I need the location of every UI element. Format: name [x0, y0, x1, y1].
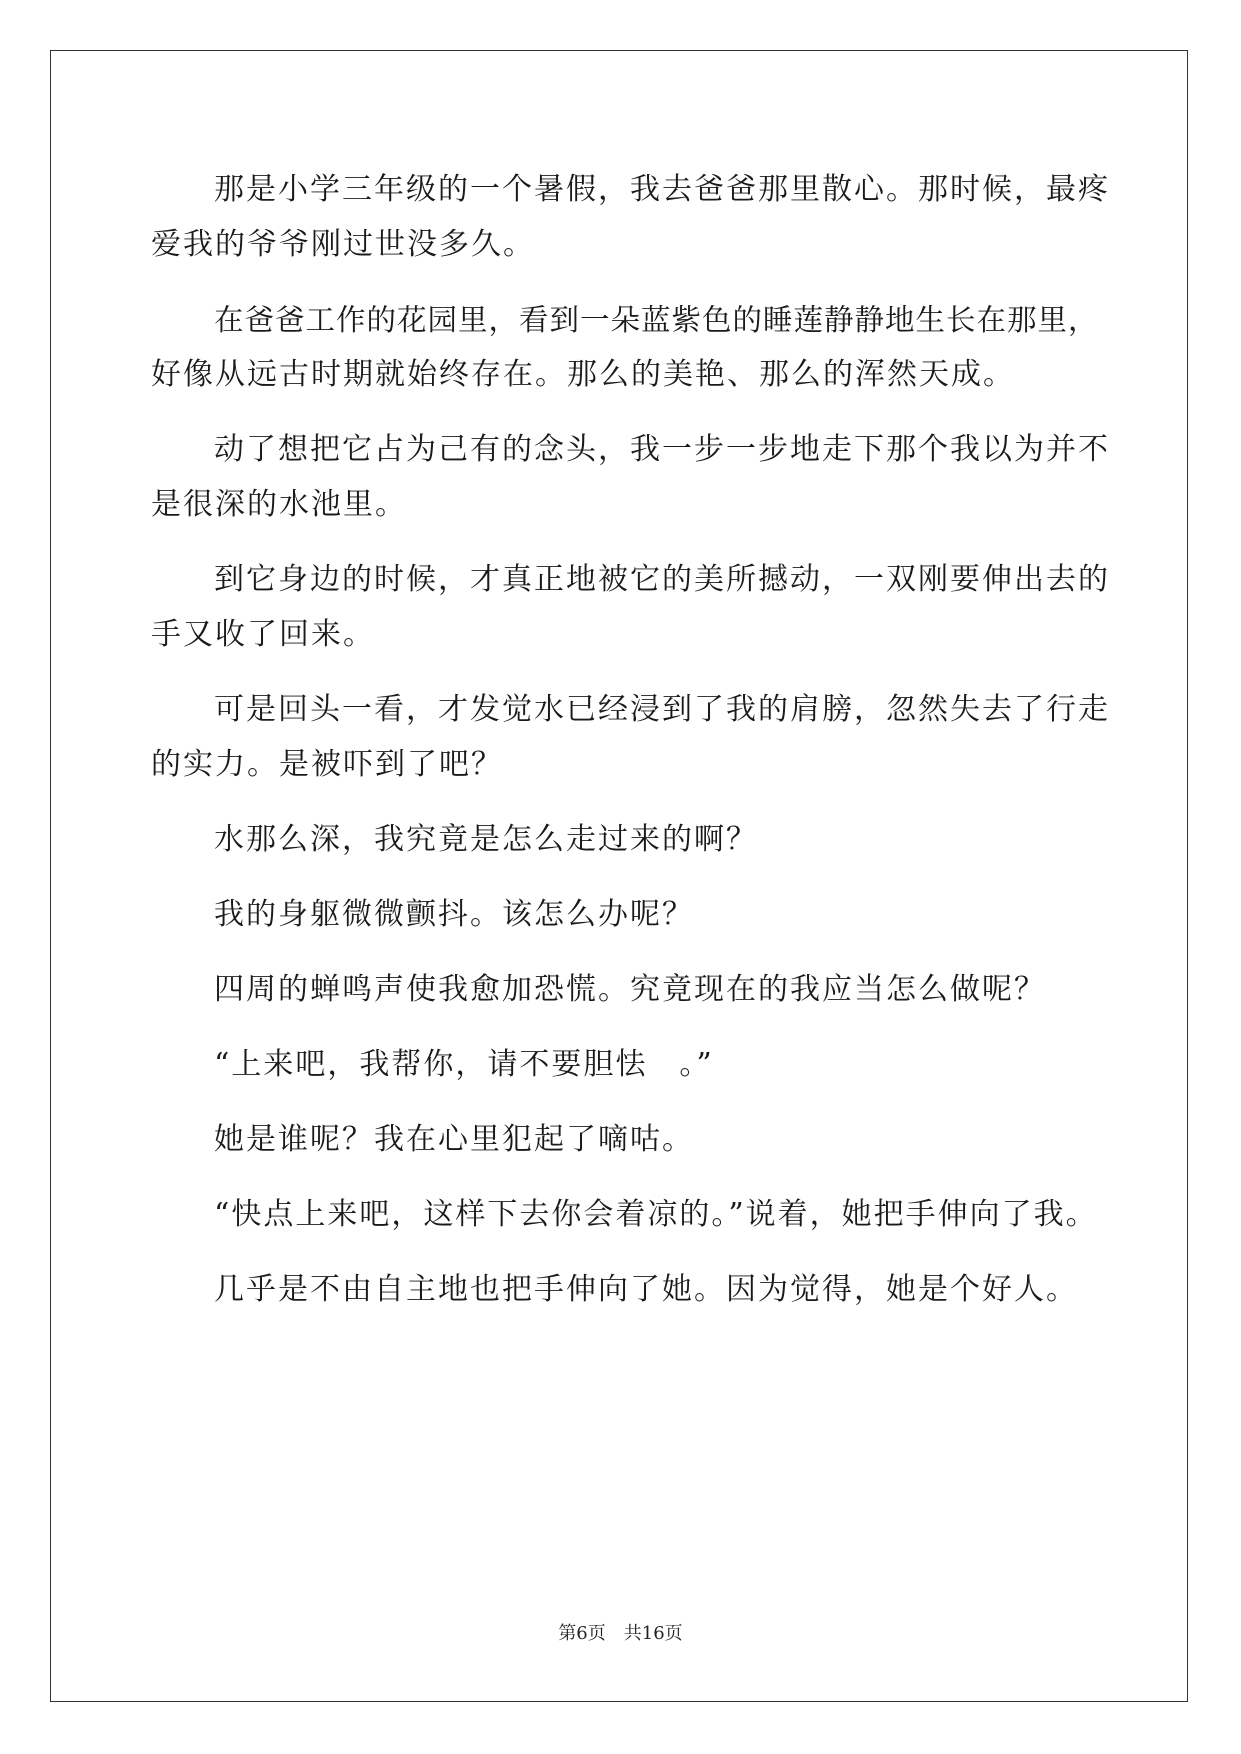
paragraph-4-line-1: 到它身边的时候，才真正地被它的美所撼动，一双刚要伸出去的	[214, 562, 1110, 597]
page-number-footer: 第6页 共16页	[558, 1623, 683, 1644]
paragraph-9: “上来吧，我帮你，请不要胆怯 。”	[214, 1047, 714, 1082]
paragraph-3-line-2: 是很深的水池里。	[151, 487, 407, 522]
paragraph-2-line-2: 好像从远古时期就始终存在。那么的美艳、那么的浑然天成。	[151, 357, 1015, 392]
paragraph-4-line-2: 手又收了回来。	[151, 617, 375, 652]
paragraph-3-line-1: 动了想把它占为己有的念头，我一步一步地走下那个我以为并不	[214, 432, 1110, 467]
paragraph-6: 水那么深，我究竟是怎么走过来的啊？	[214, 822, 758, 857]
paragraph-8: 四周的蝉鸣声使我愈加恐慌。究竟现在的我应当怎么做呢？	[214, 972, 1046, 1007]
paragraph-1-line-2: 爱我的爷爷刚过世没多久。	[151, 227, 535, 262]
paragraph-5-line-2: 的实力。是被吓到了吧？	[151, 747, 503, 782]
paragraph-11: “快点上来吧，这样下去你会着凉的。”说着，她把手伸向了我。	[214, 1197, 1098, 1232]
paragraph-2-line-1: 在爸爸工作的花园里，看到一朵蓝紫色的睡莲静静地生长在那里，	[214, 303, 1099, 337]
paragraph-5-line-1: 可是回头一看，才发觉水已经浸到了我的肩膀，忽然失去了行走	[214, 692, 1110, 727]
page-border	[50, 50, 1188, 1702]
paragraph-7: 我的身躯微微颤抖。该怎么办呢？	[214, 897, 694, 932]
paragraph-1-line-1: 那是小学三年级的一个暑假，我去爸爸那里散心。那时候，最疼	[214, 172, 1110, 207]
paragraph-12: 几乎是不由自主地也把手伸向了她。因为觉得，她是个好人。	[214, 1272, 1078, 1307]
paragraph-10: 她是谁呢？我在心里犯起了嘀咕。	[214, 1122, 694, 1157]
